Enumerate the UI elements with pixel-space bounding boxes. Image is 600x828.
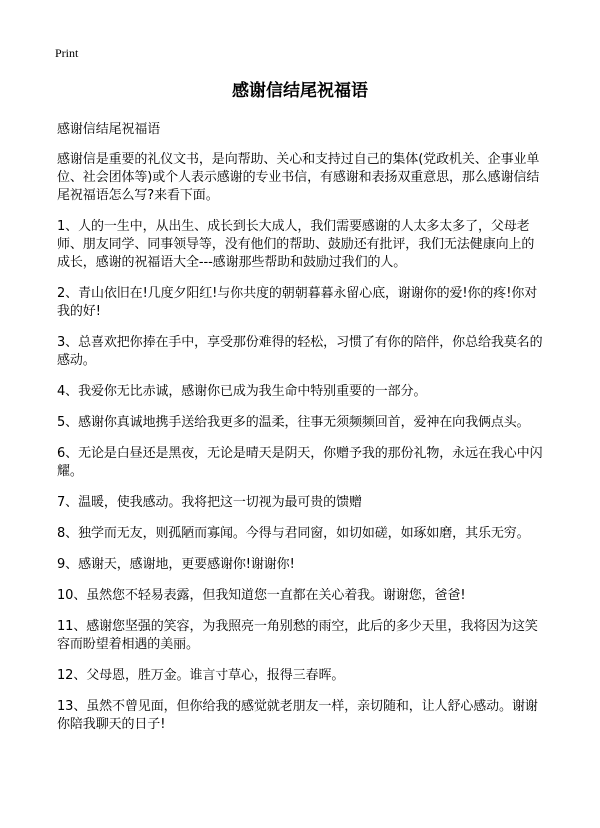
document-body: [57, 121, 547, 747]
list-item: 9、感谢天，感谢地，更要感谢你!谢谢你!: [57, 557, 295, 572]
list-item: 12、父母恩，胜万金。谁言寸草心，报得三春晖。: [57, 668, 345, 683]
list-item: 7、温暖，使我感动。我将把这一切视为最可贵的馈赠: [57, 495, 362, 510]
print-link[interactable]: Print: [55, 46, 79, 60]
list-item: 5、感谢你真诚地携手送给我更多的温柔，往事无须频频回首，爱神在向我俩点头。: [57, 415, 530, 430]
list-item: 3、总喜欢把你捧在手中，享受那份难得的轻松，习惯了有你的陪伴，你总给我莫名的感动。: [57, 335, 543, 368]
intro-paragraph: 感谢信是重要的礼仪文书，是向帮助、关心和支持过自己的集体(党政机关、企事业单位、社会团体等)或个人表示感谢的专业书信，有感谢和表扬双重意思，那么感谢信结尾祝福语怎么写?来看下面。: [57, 152, 540, 203]
list-item: 8、独学而无友，则孤陋而寡闻。今得与君同窗，如切如磋，如琢如磨，其乐无穷。: [57, 526, 530, 541]
list-item: 6、无论是白昼还是黑夜，无论是晴天是阴天，你赠予我的那份礼物，永远在我心中闪耀。: [57, 446, 543, 479]
list-item: 11、感谢您坚强的笑容，为我照亮一角别愁的雨空，此后的多少天里，我将因为这笑容而盼望着相遇的美丽。: [57, 619, 538, 652]
list-item: 13、虽然不曾见面，但你给我的感觉就老朋友一样，亲切随和，让人舒心感动。谢谢你陪我聊天的日子!: [57, 699, 538, 732]
list-item: 4、我爱你无比赤诚，感谢你已成为我生命中特别重要的一部分。: [57, 384, 427, 399]
list-item: 1、人的一生中，从出生、成长到长大成人，我们需要感谢的人太多太多了，父母老师、朋友同学、同事领导等，没有他们的帮助、鼓励还有批评，我们无法健康向上的成长，感谢的祝福语大全---感谢那些帮助和鼓励过我们的人。: [57, 219, 535, 270]
page-title: 感谢信结尾祝福语: [232, 81, 368, 101]
list-item: 10、虽然您不轻易表露，但我知道您一直都在关心着我。谢谢您，爸爸!: [57, 588, 466, 603]
list-item: 2、青山依旧在!几度夕阳红!与你共度的朝朝暮暮永留心底，谢谢你的爱!你的疼!你对我的好!: [57, 286, 538, 319]
document-subtitle: 感谢信结尾祝福语: [57, 122, 161, 137]
